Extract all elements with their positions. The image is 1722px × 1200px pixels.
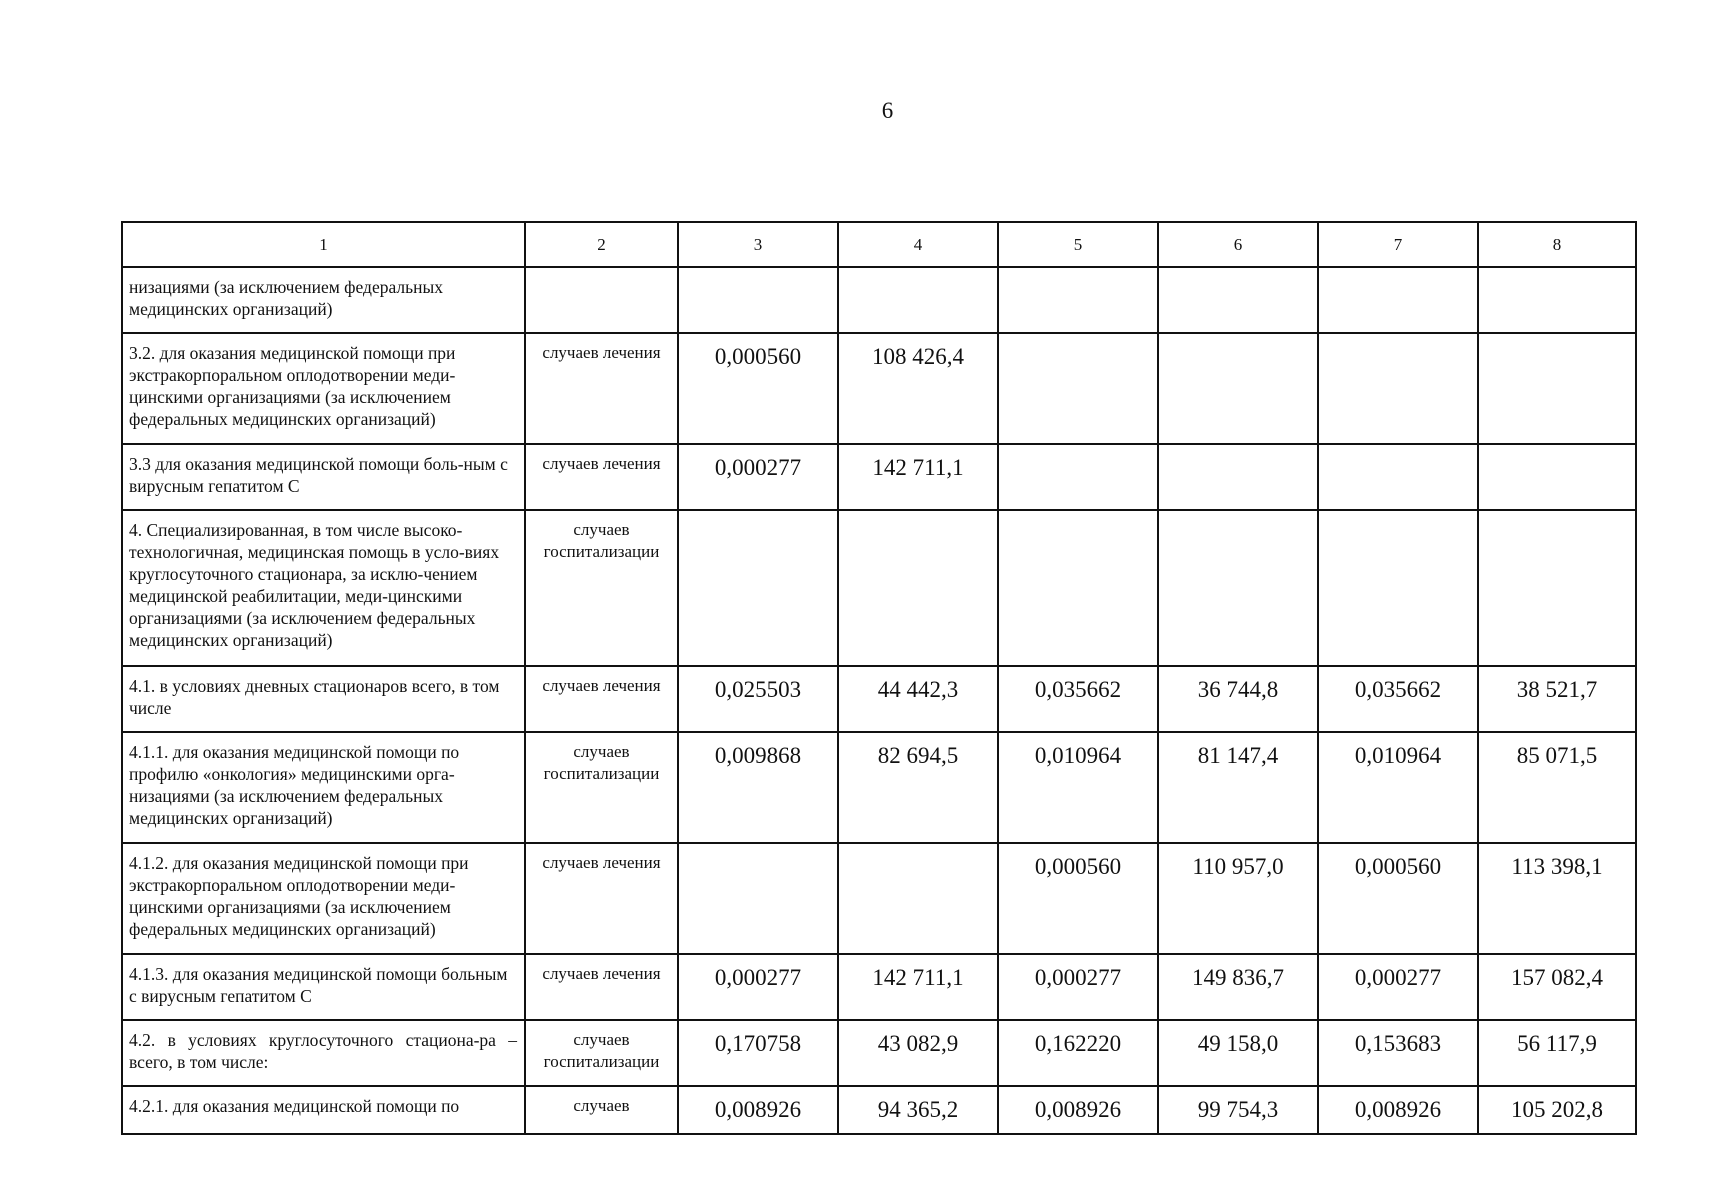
column-header: 8 (1478, 222, 1636, 267)
value-cell (1318, 267, 1478, 333)
unit-of-measure: случаев (525, 1086, 678, 1134)
value-cell: 113 398,1 (1478, 843, 1636, 954)
column-header: 3 (678, 222, 838, 267)
column-header: 6 (1158, 222, 1318, 267)
value-cell (998, 510, 1158, 666)
unit-of-measure: случаев лечения (525, 444, 678, 510)
unit-of-measure: случаев госпитализации (525, 1020, 678, 1086)
value-cell: 110 957,0 (1158, 843, 1318, 954)
column-header: 4 (838, 222, 998, 267)
value-cell (1158, 444, 1318, 510)
value-cell (1318, 333, 1478, 444)
value-cell: 0,035662 (1318, 666, 1478, 732)
value-cell: 142 711,1 (838, 444, 998, 510)
table-row (122, 954, 1636, 1020)
unit-of-measure: случаев лечения (525, 954, 678, 1020)
table-row (122, 444, 1636, 510)
unit-of-measure: случаев лечения (525, 666, 678, 732)
value-cell: 38 521,7 (1478, 666, 1636, 732)
value-cell: 0,009868 (678, 732, 838, 843)
value-cell: 142 711,1 (838, 954, 998, 1020)
column-header: 5 (998, 222, 1158, 267)
row-description: низациями (за исключением федеральных медицинских организаций) (122, 267, 525, 333)
value-cell: 94 365,2 (838, 1086, 998, 1134)
value-cell (1158, 267, 1318, 333)
value-cell: 43 082,9 (838, 1020, 998, 1086)
value-cell (1478, 510, 1636, 666)
value-cell: 0,000560 (998, 843, 1158, 954)
row-description: 4.1.3. для оказания медицинской помощи больным с вирусным гепатитом С (122, 954, 525, 1020)
value-cell: 108 426,4 (838, 333, 998, 444)
row-description: 4.2. в условиях круглосуточного стациона-ра – всего, в том числе: (122, 1020, 525, 1086)
value-cell (1158, 510, 1318, 666)
table-row (122, 510, 1636, 666)
column-number-row (122, 222, 1636, 267)
value-cell: 0,010964 (1318, 732, 1478, 843)
table-row (122, 333, 1636, 444)
value-cell: 36 744,8 (1158, 666, 1318, 732)
row-description: 3.3 для оказания медицинской помощи боль-ным с вирусным гепатитом С (122, 444, 525, 510)
value-cell: 0,008926 (998, 1086, 1158, 1134)
unit-of-measure: случаев госпитализации (525, 732, 678, 843)
value-cell (838, 843, 998, 954)
unit-of-measure (525, 267, 678, 333)
value-cell (998, 444, 1158, 510)
value-cell (1318, 510, 1478, 666)
value-cell: 0,162220 (998, 1020, 1158, 1086)
value-cell: 0,025503 (678, 666, 838, 732)
value-cell: 0,010964 (998, 732, 1158, 843)
row-description: 4.1.1. для оказания медицинской помощи по профилю «онкология» медицинскими орга-низациями (за исключением федеральных медицинских организаций) (122, 732, 525, 843)
column-header: 1 (122, 222, 525, 267)
row-description: 4.1.2. для оказания медицинской помощи при экстракорпоральном оплодотворении меди-цинскими организациями (за исключением федеральных медицинских организаций) (122, 843, 525, 954)
page-number: 6 (881, 98, 894, 123)
table-row (122, 267, 1636, 333)
value-cell: 105 202,8 (1478, 1086, 1636, 1134)
value-cell: 44 442,3 (838, 666, 998, 732)
value-cell: 0,008926 (1318, 1086, 1478, 1134)
value-cell (1478, 267, 1636, 333)
row-description: 3.2. для оказания медицинской помощи при экстракорпоральном оплодотворении меди-цинскими организациями (за исключением федеральных медицинских организаций) (122, 333, 525, 444)
value-cell: 157 082,4 (1478, 954, 1636, 1020)
value-cell: 0,000277 (678, 954, 838, 1020)
unit-of-measure: случаев лечения (525, 333, 678, 444)
value-cell: 0,000277 (998, 954, 1158, 1020)
value-cell: 82 694,5 (838, 732, 998, 843)
value-cell: 85 071,5 (1478, 732, 1636, 843)
row-description: 4.1. в условиях дневных стационаров всего, в том числе (122, 666, 525, 732)
table-row (122, 666, 1636, 732)
value-cell (678, 843, 838, 954)
value-cell (998, 267, 1158, 333)
value-cell: 0,170758 (678, 1020, 838, 1086)
value-cell: 0,000277 (678, 444, 838, 510)
value-cell: 49 158,0 (1158, 1020, 1318, 1086)
value-cell: 0,153683 (1318, 1020, 1478, 1086)
data-table (121, 221, 1637, 1135)
value-cell (998, 333, 1158, 444)
value-cell: 0,035662 (998, 666, 1158, 732)
value-cell (1478, 444, 1636, 510)
table-row (122, 1086, 1636, 1134)
table-row (122, 1020, 1636, 1086)
value-cell: 0,000560 (1318, 843, 1478, 954)
value-cell: 0,000277 (1318, 954, 1478, 1020)
value-cell (678, 510, 838, 666)
value-cell (1158, 333, 1318, 444)
value-cell: 0,000560 (678, 333, 838, 444)
value-cell (1318, 444, 1478, 510)
value-cell (838, 510, 998, 666)
value-cell (1478, 333, 1636, 444)
row-description: 4. Специализированная, в том числе высоко-технологичная, медицинская помощь в усло-виях круглосуточного стационара, за исклю-чением медицинской реабилитации, меди-цинскими организациями (за исключением федеральных медицинских организаций) (122, 510, 525, 666)
table-row (122, 732, 1636, 843)
value-cell: 56 117,9 (1478, 1020, 1636, 1086)
value-cell (838, 267, 998, 333)
value-cell (678, 267, 838, 333)
unit-of-measure: случаев госпитализации (525, 510, 678, 666)
value-cell: 99 754,3 (1158, 1086, 1318, 1134)
value-cell: 149 836,7 (1158, 954, 1318, 1020)
column-header: 7 (1318, 222, 1478, 267)
unit-of-measure: случаев лечения (525, 843, 678, 954)
value-cell: 81 147,4 (1158, 732, 1318, 843)
table-row (122, 843, 1636, 954)
row-description: 4.2.1. для оказания медицинской помощи по (122, 1086, 525, 1134)
value-cell: 0,008926 (678, 1086, 838, 1134)
column-header: 2 (525, 222, 678, 267)
